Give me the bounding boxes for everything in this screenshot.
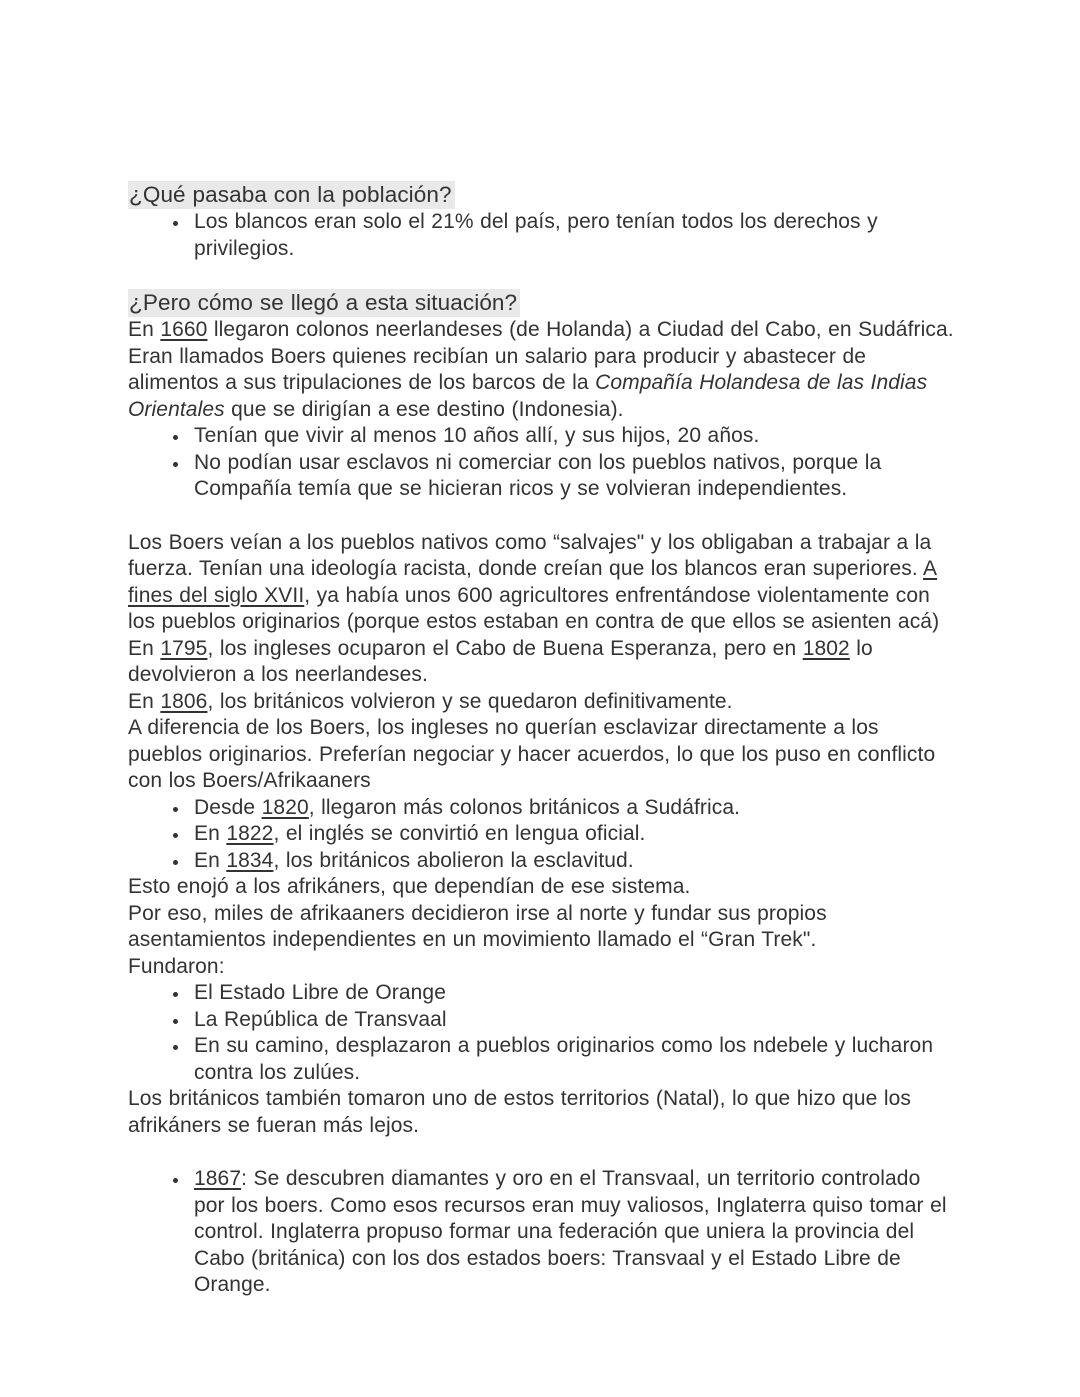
bullet-list: [128, 1166, 954, 1299]
list-item: [190, 980, 954, 1007]
text-run: , el inglés se convirtió en lengua oficial.: [273, 822, 646, 845]
text-run: A diferencia de los Boers, los ingleses no querían esclavizar directamente a los pueblos originarios. Preferían negociar y hacer acuerdos, lo que los puso en conflicto con los Boers/Afrikaaners: [128, 716, 936, 792]
underlined-text: 1795: [160, 636, 208, 660]
text-run: Tenían que vivir al menos 10 años allí, y sus hijos, 20 años.: [194, 424, 760, 447]
blank-line: [128, 1139, 954, 1166]
text-run: En su camino, desplazaron a pueblos originarios como los ndebele y lucharon contra los zulúes.: [194, 1034, 934, 1084]
section-heading: [128, 181, 954, 209]
text-run: En: [128, 318, 161, 341]
text-run: Los Boers veían a los pueblos nativos como “salvajes" y los obligaban a trabajar a la fuerza. Tenían una ideología racista, donde creían que los blancos eran superiores.: [128, 530, 932, 580]
list-item: [190, 795, 954, 822]
paragraph: [128, 689, 954, 716]
text-run: llegaron colonos neerlandeses (de Holanda) a Ciudad del Cabo, en Sudáfrica. Eran llamados Boers quienes recibían un salario para producir y abastecer de alimentos a sus tripulaciones de los barcos de la: [128, 318, 954, 394]
text-run: , los ingleses ocuparon el Cabo de Buena Esperanza, pero en: [207, 636, 803, 660]
highlighted-heading-text: [128, 289, 520, 317]
text-run: Fundaron:: [128, 954, 225, 978]
list-item: [190, 423, 954, 450]
bullet-list: [128, 795, 954, 875]
italic-text: Compañía Holandesa de las Indias Orientales: [128, 371, 928, 421]
paragraph: [128, 715, 954, 795]
text-run: En: [194, 822, 227, 845]
underlined-text: A fines del siglo XVII: [128, 557, 938, 607]
list-item: [190, 1007, 954, 1034]
list-item: [190, 1166, 954, 1299]
text-run: que se dirigían a ese destino (Indonesia).: [224, 397, 624, 421]
text-run: En: [194, 848, 227, 872]
paragraph: [128, 317, 954, 423]
text-run: Los británicos también tomaron uno de estos territorios (Natal), lo que hizo que los afrikáners se fueran más lejos.: [128, 1087, 911, 1137]
text-run: En: [128, 689, 161, 713]
bullet-list: [128, 209, 954, 262]
text-run: , ya había unos 600 agricultores enfrentándose violentamente con los pueblos originarios (porque estos estaban en contra de que ellos se asienten acá): [128, 583, 940, 633]
paragraph: [128, 954, 954, 981]
text-run: No podían usar esclavos ni comerciar con los pueblos nativos, porque la Compañía temía que se hicieran ricos y se volvieran independientes.: [194, 450, 882, 500]
paragraph: [128, 901, 954, 954]
text-run: ¿Pero cómo se llegó a esta situación?: [129, 290, 518, 315]
text-run: Por eso, miles de afrikaaners decidieron irse al norte y fundar sus propios asentamientos independientes en un movimiento llamado el “Gran Trek".: [128, 901, 827, 951]
underlined-text: 1822: [226, 822, 274, 845]
text-run: , los británicos abolieron la esclavitud.: [273, 848, 634, 872]
text-run: El Estado Libre de Orange: [194, 981, 446, 1004]
list-item: [190, 1033, 954, 1086]
paragraph: [128, 530, 954, 636]
text-run: ¿Qué pasaba con la población?: [129, 182, 452, 207]
blank-line: [128, 262, 954, 289]
text-run: , llegaron más colonos británicos a Sudáfrica.: [308, 795, 741, 819]
list-item: [190, 209, 954, 262]
paragraph: [128, 636, 954, 689]
bullet-list: [128, 980, 954, 1086]
text-run: La República de Transvaal: [194, 1007, 447, 1031]
underlined-text: 1820: [261, 795, 309, 819]
text-run: lo devolvieron a los neerlandeses.: [128, 636, 873, 686]
text-run: Desde: [194, 795, 262, 819]
section-heading: [128, 289, 954, 317]
paragraph: [128, 1086, 954, 1139]
highlighted-heading-text: [128, 181, 455, 209]
text-run: , los británicos volvieron y se quedaron definitivamente.: [207, 689, 733, 713]
paragraph: [128, 874, 954, 901]
document-content: [128, 181, 954, 1299]
list-item: [190, 450, 954, 503]
text-run: Esto enojó a los afrikáners, que dependían de ese sistema.: [128, 875, 691, 898]
list-item: [190, 821, 954, 848]
list-item: [190, 848, 954, 875]
underlined-text: 1867: [194, 1167, 242, 1190]
text-run: En: [128, 636, 161, 660]
bullet-list: [128, 423, 954, 503]
blank-line: [128, 503, 954, 530]
underlined-text: 1806: [160, 689, 208, 713]
underlined-text: 1834: [226, 848, 274, 872]
text-run: Los blancos eran solo el 21% del país, pero tenían todos los derechos y privilegios.: [194, 210, 878, 260]
underlined-text: 1802: [802, 636, 850, 660]
underlined-text: 1660: [160, 318, 208, 341]
text-run: : Se descubren diamantes y oro en el Transvaal, un territorio controlado por los boers. Como esos recursos eran muy valiosos, Inglaterra quiso tomar el control. Inglaterra propuso formar una federación que uniera la provincia del Cabo (británica) con los dos estados boers: Transvaal y el Estado Libre de Orange.: [194, 1167, 947, 1296]
